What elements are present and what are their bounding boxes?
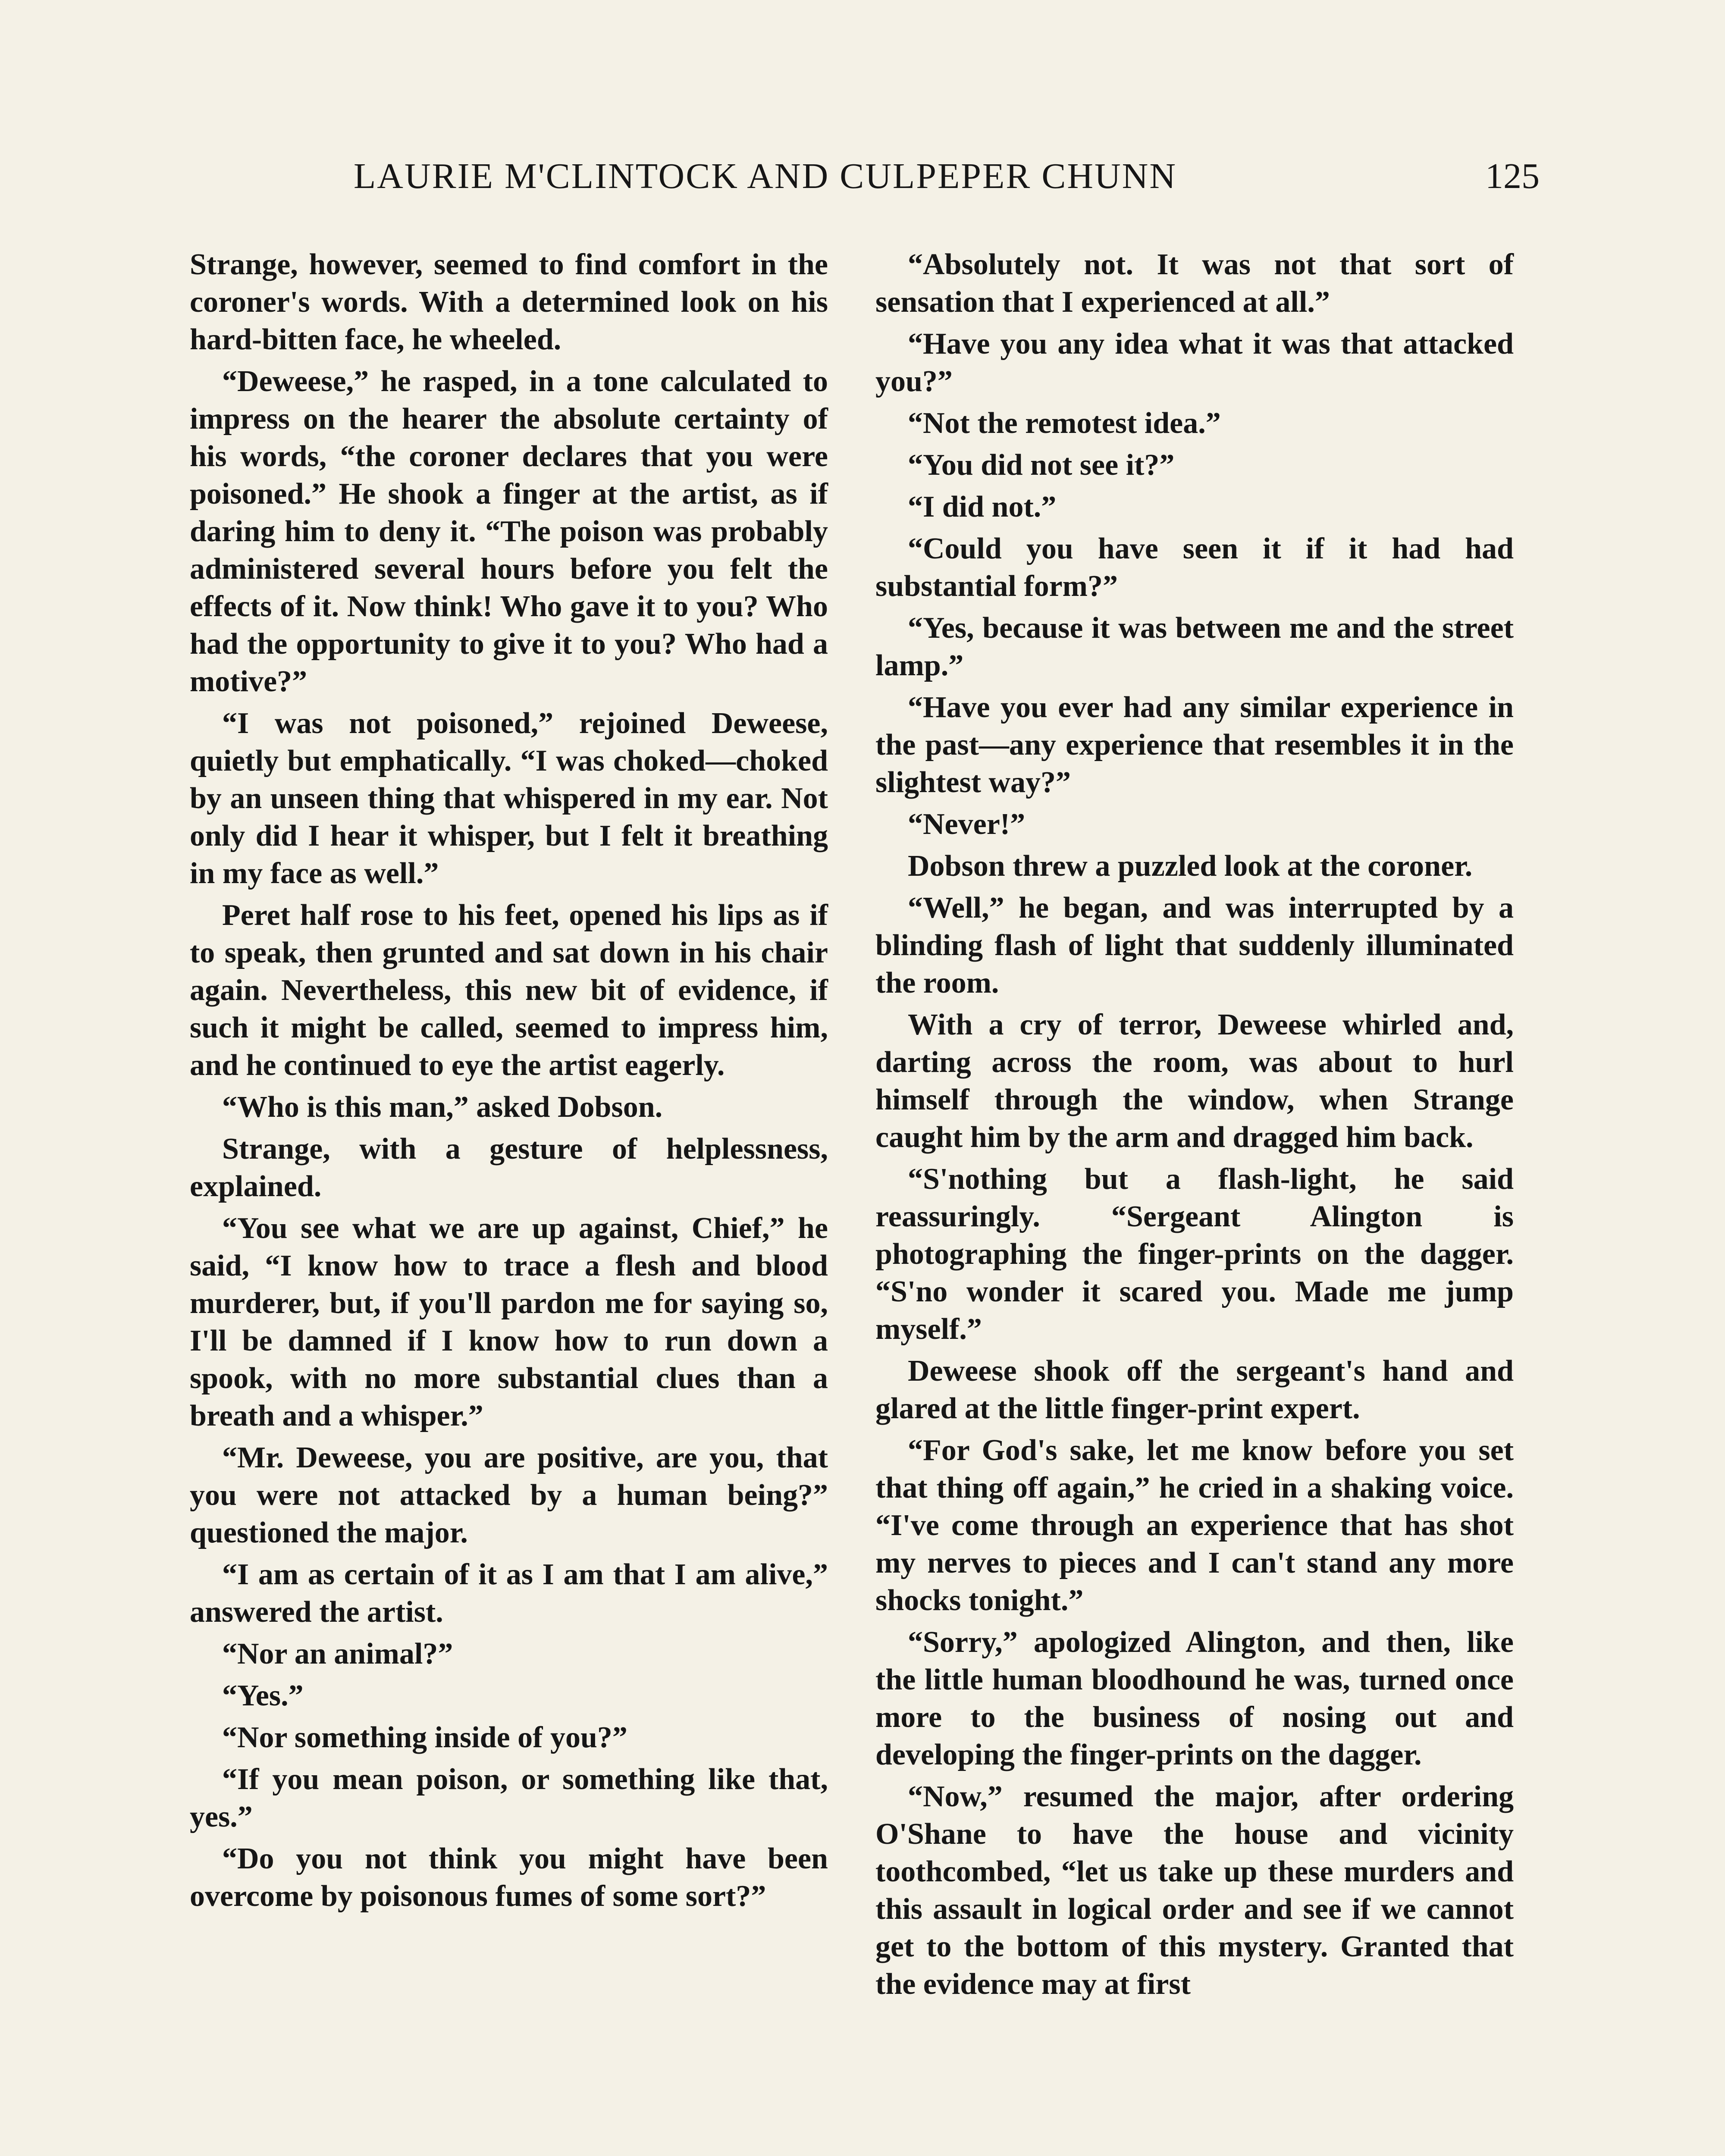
paragraph: “Yes.” [222, 1679, 304, 1712]
paragraph: “S'nothing but a flash-light, he said reassuringly. “Sergeant Alington is photographing the finger-prints on the dagger. “S'no wonder it scared you. Made me jump myself.” [875, 1163, 1514, 1346]
paragraph: Peret half rose to his feet, opened his lips as if to speak, then grunted and sat down in his chair again. Nevertheless, this new bit of evidence, if such it might be called, seemed to impress him, and he continued to eye the artist eagerly. [190, 899, 828, 1082]
paragraph: “Sorry,” apologized Alington, and then, like the little human bloodhound he was, turned once more to the business of nosing out and developing the finger-prints on the dagger. [875, 1626, 1514, 1771]
paragraph: Strange, however, seemed to find comfort in the coroner's words. With a determined look on his hard-bitten face, he wheeled. [190, 248, 828, 356]
running-header [354, 155, 1540, 203]
paragraph: “Nor something inside of you?” [222, 1721, 627, 1754]
paragraph: Deweese shook off the sergeant's hand and glared at the little finger-print expert. [875, 1354, 1514, 1425]
page-number: 125 [1485, 156, 1540, 196]
paragraph: “Have you any idea what it was that attacked you?” [875, 327, 1514, 398]
paragraph: “Deweese,” he rasped, in a tone calculated to impress on the hearer the absolute certainty of his words, “the coroner declares that you were poisoned.” He shook a finger at the artist, as if daring him to deny it. “The poison was probably administered several hours before you felt the effects of it. Now think! Who gave it to you? Who had the opportunity to give it to you? Who had a motive?” [190, 365, 828, 698]
paragraph: “I was not poisoned,” rejoined Deweese, quietly but emphatically. “I was choked—choked by an unseen thing that whispered in my ear. Not only did I hear it whisper, but I felt it breathing in my face as well.” [190, 707, 828, 890]
paragraph: “Yes, because it was between me and the street lamp.” [875, 611, 1514, 682]
paragraph: “I did not.” [908, 490, 1057, 523]
paragraph: With a cry of terror, Deweese whirled and, darting across the room, was about to hurl himself through the window, when Strange caught him by the arm and dragged him back. [875, 1008, 1514, 1154]
left-column [190, 246, 828, 1919]
paragraph: “Absolutely not. It was not that sort of sensation that I experienced at all.” [875, 248, 1514, 319]
paragraph: “Could you have seen it if it had had substantial form?” [875, 532, 1514, 603]
paragraph: “Not the remotest idea.” [908, 407, 1221, 440]
right-column [875, 246, 1514, 2007]
paragraph: Dobson threw a puzzled look at the coroner. [908, 849, 1473, 883]
paragraph: “Have you ever had any similar experience in the past—any experience that resembles it in the slightest way?” [875, 691, 1514, 799]
paragraph: “Now,” resumed the major, after ordering O'Shane to have the house and vicinity toothcombed, “let us take up these murders and this assault in logical order and see if we cannot get to the bottom of this mystery. Granted that the evidence may at first [875, 1780, 1514, 2001]
paragraph: “I am as certain of it as I am that I am alive,” answered the artist. [190, 1558, 828, 1629]
paragraph: “Who is this man,” asked Dobson. [222, 1091, 663, 1124]
paragraph: “Mr. Deweese, you are positive, are you, that you were not attacked by a human being?” questioned the major. [190, 1441, 828, 1549]
paragraph: “Never!” [908, 808, 1026, 841]
paragraph: “For God's sake, let me know before you set that thing off again,” he cried in a shaking voice. “I've come through an experience that has shot my nerves to pieces and I can't stand any more shocks tonight.” [875, 1434, 1514, 1617]
paragraph: “You did not see it?” [908, 448, 1175, 482]
paragraph: “Nor an animal?” [222, 1637, 453, 1670]
paragraph: “Do you not think you might have been overcome by poisonous fumes of some sort?” [190, 1842, 828, 1913]
paragraph: “If you mean poison, or something like that, yes.” [190, 1763, 828, 1833]
paragraph: “Well,” he began, and was interrupted by a blinding flash of light that suddenly illuminated the room. [875, 891, 1514, 1000]
paragraph: Strange, with a gesture of helplessness, explained. [190, 1132, 828, 1203]
running-title: LAURIE M'CLINTOCK AND CULPEPER CHUNN [354, 156, 1177, 196]
paragraph: “You see what we are up against, Chief,” he said, “I know how to trace a flesh and blood murderer, but, if you'll pardon me for saying so, I'll be damned if I know how to run down a spook, with no more substantial clues than a breath and a whisper.” [190, 1212, 828, 1432]
